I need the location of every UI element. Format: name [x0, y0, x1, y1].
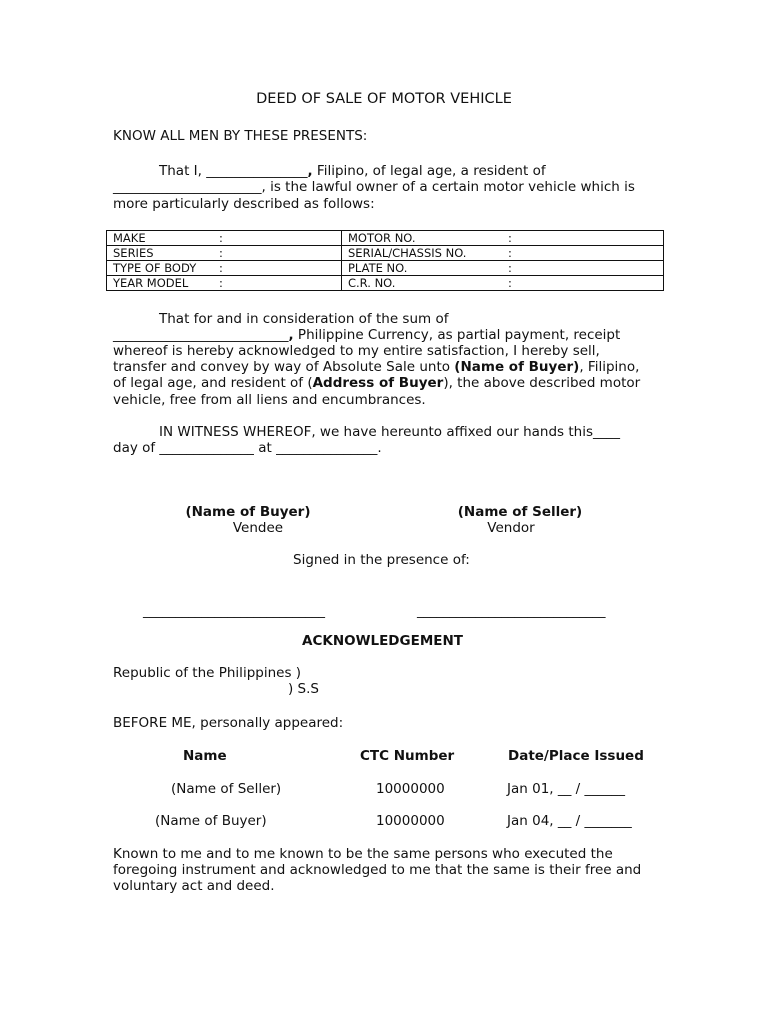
motor-no-cell: MOTOR NO. : — [342, 231, 664, 246]
serial-chassis-cell: SERIAL/CHASSIS NO. : — [342, 246, 664, 261]
ack-row-seller-name: (Name of Seller) — [171, 781, 282, 797]
make-cell: MAKE : — [107, 231, 342, 246]
document-title: DEED OF SALE OF MOTOR VEHICLE — [256, 91, 512, 107]
para2-line4: transfer and convey by way of Absolute Sale unto (Name of Buyer), Filipino, — [113, 359, 640, 375]
acknowledgement-heading: ACKNOWLEDGEMENT — [302, 633, 463, 649]
seller-role: Vendor — [487, 520, 535, 536]
series-cell: SERIES : — [107, 246, 342, 261]
witness-line2: day of ______________ at _______________. — [113, 440, 382, 456]
witness-signature-line-left: ____________________________ — [143, 604, 325, 619]
witness-signature-line-right: _____________________________ — [417, 604, 606, 619]
para2-line1: That for and in consideration of the sum of — [159, 311, 449, 327]
col-name-header: Name — [183, 748, 227, 764]
table-row — [107, 261, 664, 276]
para2-line6: vehicle, free from all liens and encumbrances. — [113, 392, 426, 408]
para1-owner-blank: That I, _______________ — [159, 163, 308, 179]
col-date-header: Date/Place Issued — [508, 748, 644, 764]
body-type-cell: TYPE OF BODY : — [107, 261, 342, 276]
table-row — [107, 276, 664, 291]
para2-line3: whereof is hereby acknowledged to my entire satisfaction, I hereby sell, — [113, 343, 600, 359]
buyer-name: (Name of Buyer) — [185, 504, 311, 520]
para1-comma: , — [307, 163, 313, 179]
para1-line3: more particularly described as follows: — [113, 196, 375, 212]
ack-row-buyer-date: Jan 04, __ / _______ — [507, 813, 632, 829]
cr-no-cell: C.R. NO. : — [342, 276, 664, 291]
ack-row-seller-date: Jan 01, __ / ______ — [507, 781, 625, 797]
para1-line2: ______________________, is the lawful owner of a certain motor vehicle which is — [113, 179, 635, 195]
seller-name: (Name of Seller) — [457, 504, 583, 520]
ack-row-seller-ctc: 10000000 — [376, 781, 445, 797]
table-row — [107, 231, 664, 246]
para1-line1 — [159, 163, 546, 179]
closing-line3: voluntary act and deed. — [113, 878, 275, 894]
before-me-line: BEFORE ME, personally appeared: — [113, 715, 344, 731]
ss-line: ) S.S — [288, 681, 319, 697]
table-row — [107, 246, 664, 261]
closing-line1: Known to me and to me known to be the same persons who executed the — [113, 846, 613, 862]
know-all-heading: KNOW ALL MEN BY THESE PRESENTS: — [113, 128, 368, 144]
para2-line2: __________________________, Philippine Currency, as partial payment, receipt — [113, 327, 621, 343]
closing-line2: foregoing instrument and acknowledged to me that the same is their free and — [113, 862, 642, 878]
year-model-cell: YEAR MODEL : — [107, 276, 342, 291]
witness-line1: IN WITNESS WHEREOF, we have hereunto affixed our hands this____ — [159, 424, 620, 440]
para2-line5: of legal age, and resident of (Address of Buyer), the above described motor — [113, 375, 641, 391]
vehicle-details-table — [106, 230, 664, 291]
para1-resident: Filipino, of legal age, a resident of — [312, 163, 546, 179]
republic-line: Republic of the Philippines ) — [113, 665, 302, 681]
signed-in-presence: Signed in the presence of: — [293, 552, 470, 568]
ack-row-buyer-ctc: 10000000 — [376, 813, 445, 829]
col-ctc-header: CTC Number — [360, 748, 455, 764]
ack-row-buyer-name: (Name of Buyer) — [155, 813, 267, 829]
plate-no-cell: PLATE NO. : — [342, 261, 664, 276]
buyer-role: Vendee — [232, 520, 284, 536]
